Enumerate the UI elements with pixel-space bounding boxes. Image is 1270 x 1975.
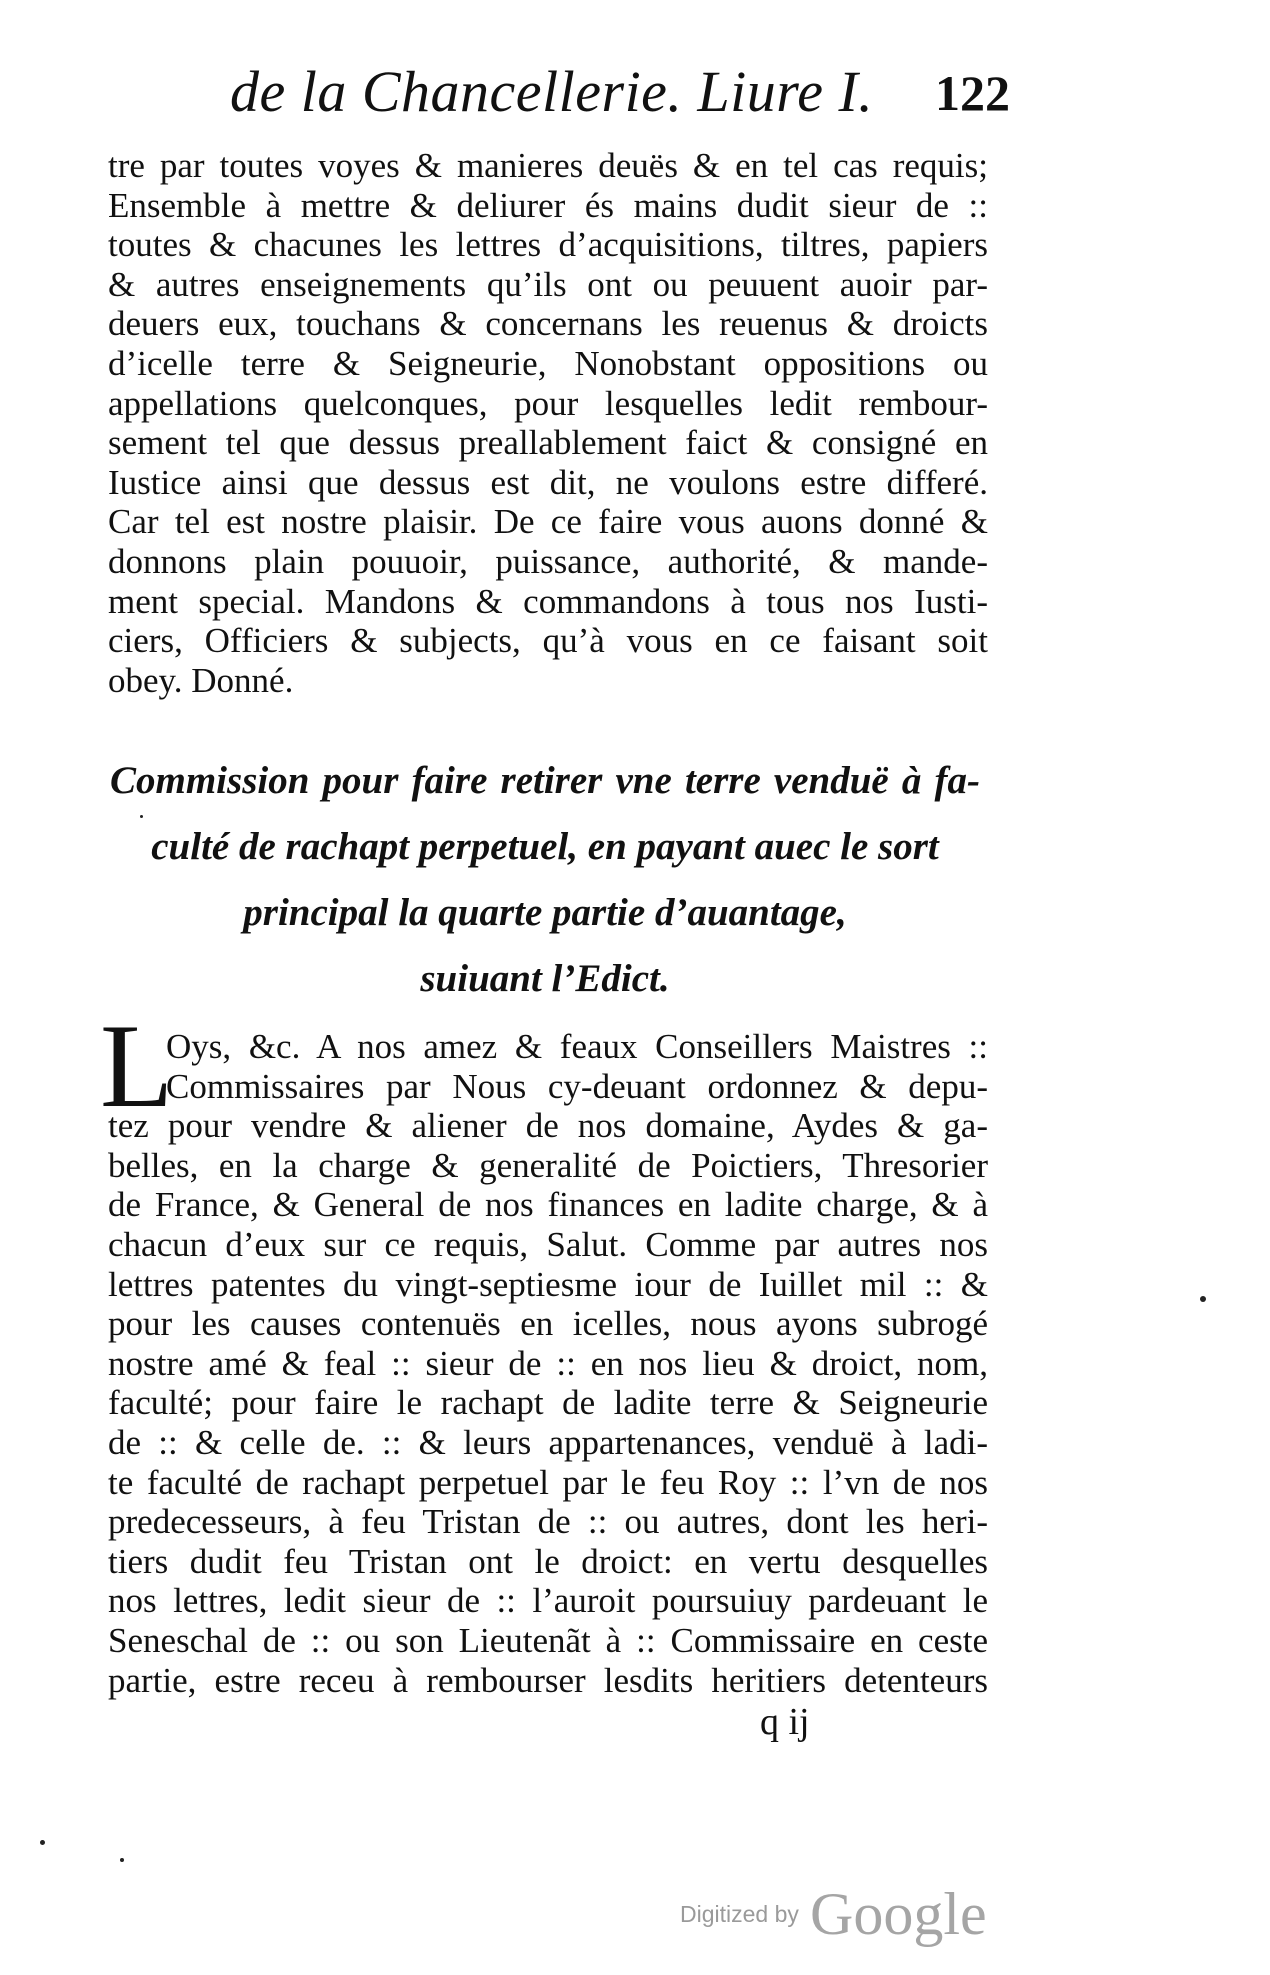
watermark-prefix: Digitized by [680,1901,799,1927]
text-line: predecesseurs, à feu Tristan de :: ou autres, dont les heri- [108,1502,988,1542]
text-line: tez pour vendre & aliener de nos domaine, Aydes & ga- [108,1106,988,1146]
text-line: Ensemble à mettre & deliurer és mains dudit sieur de :: [108,185,988,225]
text-line: pour les causes contenuës en icelles, nous ayons subrogé [108,1304,988,1344]
text-line: Car tel est nostre plaisir. De ce faire vous auons donné & [108,502,988,542]
text-line: partie, estre receu à rembourser lesdits heritiers detenteurs [108,1660,988,1700]
ink-speck [140,815,143,818]
heading-line: principal la quarte partie d’auantage, [243,891,847,934]
paragraph-continuation [108,146,988,700]
text-line: nostre amé & feal :: sieur de :: en nos lieu & droict, nom, [108,1343,988,1383]
text-line: & autres enseignements qu’ils ont ou peuuent auoir par- [108,264,988,304]
text-line: chacun d’eux sur ce requis, Salut. Comme par autres nos [108,1224,988,1264]
text-line: deuers eux, touchans & concernans les reuenus & droicts [108,304,988,344]
text-line: sement tel que dessus preallablement faict & consigné en [108,423,988,463]
heading-line: Commission pour faire retirer vne terre venduë à fa- [110,759,980,802]
text-line: Oys, &c. A nos amez & feaux Conseillers Maistres :: [166,1027,988,1066]
text-line: Seneschal de :: ou son Lieutenãt à :: Commissaire en ceste [108,1620,988,1660]
google-logo: Google [809,1881,987,1947]
text-line: tiers dudit feu Tristan ont le droict: en vertu desquelles [108,1541,988,1581]
ink-speck [40,1840,45,1845]
text-line: faculté; pour faire le rachapt de ladite terre & Seigneurie [108,1383,988,1423]
text-line: de France, & General de nos finances en ladite charge, & à [108,1185,988,1225]
drop-cap: L [100,999,174,1132]
ink-speck [120,1858,124,1862]
text-line: tre par toutes voyes & manieres deuës & en tel cas requis; [108,146,988,185]
text-line: toutes & chacunes les lettres d’acquisitions, tiltres, papiers [108,225,988,265]
heading-line: culté de rachapt perpetuel, en payant auec le sort [151,825,939,868]
letter-paragraph [108,1027,988,1700]
digitization-watermark [680,1880,987,1949]
text-line: nos lettres, ledit sieur de :: l’auroit poursuiuy pardeuant le [108,1581,988,1621]
text-line: Iustice ainsi que dessus est dit, ne voulons estre differé. [108,462,988,502]
running-title: de la Chancellerie. Liure I. [230,59,874,124]
running-header [230,58,1010,138]
heading-line: suiuant l’Edict. [420,957,670,1000]
text-line: donnons plain pouuoir, puissance, authorité, & mande- [108,541,988,581]
text-line: de :: & celle de. :: & leurs appartenances, venduë à ladi- [108,1422,988,1462]
text-line: Commissaires par Nous cy-deuant ordonnez & depu- [166,1066,988,1106]
signature-mark: q ij [760,1701,810,1743]
text-line: te faculté de rachapt perpetuel par le feu Roy :: l’vn de nos [108,1462,988,1502]
text-line: obey. Donné. [108,660,294,700]
text-line: belles, en la charge & generalité de Poictiers, Thresorier [108,1145,988,1185]
page-number: 122 [935,65,1010,121]
text-line: ment special. Mandons & commandons à tous nos Iusti- [108,581,988,621]
text-line: d’icelle terre & Seigneurie, Nonobstant oppositions ou [108,343,988,383]
ink-speck [1200,1296,1206,1302]
text-line: appellations quelconques, pour lesquelles ledit rembour- [108,383,988,423]
section-heading [110,748,980,1012]
text-line: lettres patentes du vingt-septiesme iour de Iuillet mil :: & [108,1264,988,1304]
text-line: ciers, Officiers & subjects, qu’à vous en ce faisant soit [108,621,988,661]
